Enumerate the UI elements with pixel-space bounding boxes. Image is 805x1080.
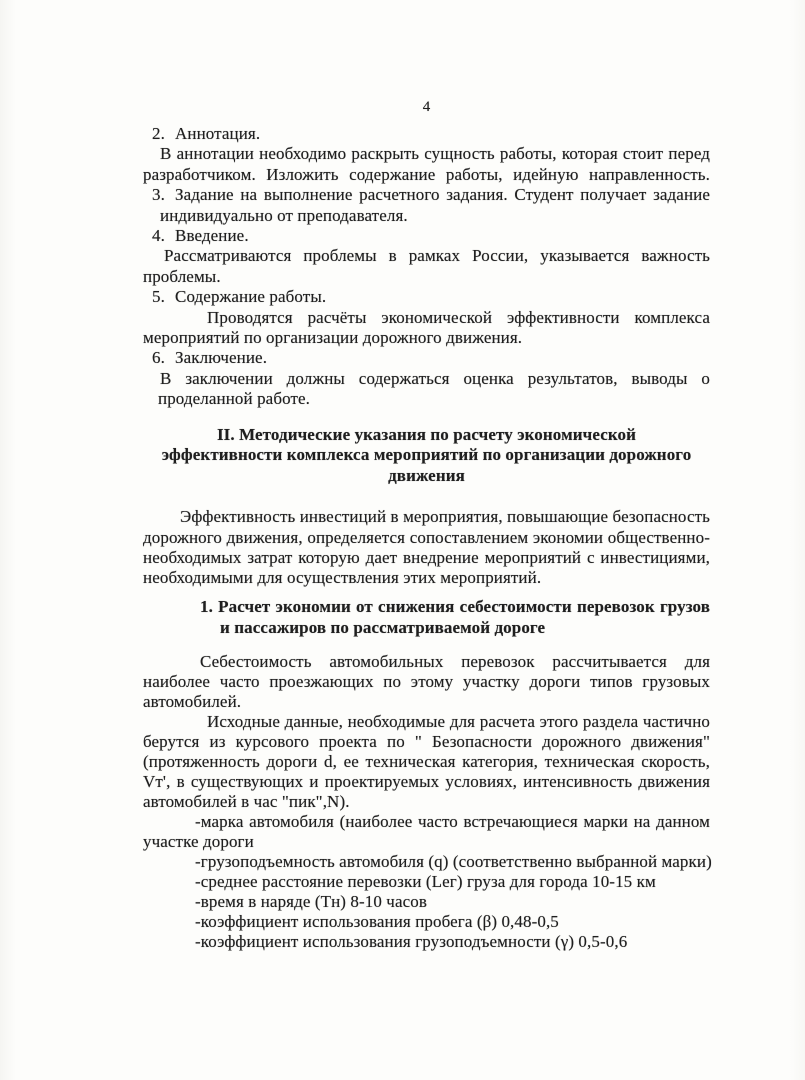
paragraph-line: Vт', в существующих и проектируемых условиях, интенсивность движения bbox=[143, 772, 710, 792]
dash-item-line: -марка автомобиля (наиболее часто встречающиеся марки на данном bbox=[195, 812, 710, 832]
list-item-text-line: Проводятся расчёты экономической эффективности комплекса bbox=[207, 307, 710, 327]
dash-item-line: -грузоподъемность автомобиля (q) (соответственно выбранной марки) bbox=[195, 852, 712, 872]
list-item-4-heading bbox=[152, 226, 710, 246]
paragraph-line: автомобилей в час "пик",N). bbox=[143, 792, 350, 812]
list-item-text-line: проблемы. bbox=[143, 266, 221, 286]
list-item-text-line: В заключении должны содержаться оценка результатов, выводы о bbox=[160, 368, 710, 388]
paragraph-line: (протяженность дороги d, ее техническая категория, техническая скорость, bbox=[143, 752, 710, 772]
list-item-number: 3. bbox=[152, 185, 165, 205]
paragraph-inputs bbox=[143, 712, 710, 812]
subsection-heading-line: и пассажиров по рассматриваемой дороге bbox=[220, 617, 546, 637]
dash-item-line: -коэффициент использования пробега (β) 0,48-0,5 bbox=[195, 912, 559, 932]
section-heading-line: движения bbox=[388, 465, 465, 485]
list-item-number: 4. bbox=[152, 226, 165, 246]
section-heading bbox=[143, 425, 710, 486]
list-item-title: Введение. bbox=[175, 226, 249, 246]
list-item-title: Задание на выполнение расчетного задания. Студент получает задание bbox=[175, 185, 710, 205]
list-item-2-heading bbox=[152, 124, 710, 144]
list-item-text-line: проделанной работе. bbox=[158, 389, 310, 409]
list-item-number: 6. bbox=[152, 348, 165, 368]
paragraph-line: берутся из курсового проекта по " Безопасности дорожного движения" bbox=[143, 732, 710, 752]
list-item-title: Аннотация. bbox=[175, 124, 261, 143]
intro-paragraph bbox=[143, 507, 710, 589]
list-item-title: Содержание работы. bbox=[175, 287, 327, 307]
list-item-number: 2. bbox=[152, 124, 165, 143]
list-item-text-line: индивидуально от преподавателя. bbox=[160, 205, 408, 225]
dash-list bbox=[143, 812, 710, 952]
list-item-3-heading bbox=[152, 185, 710, 205]
dash-item-line: -среднее расстояние перевозки (Lег) груза для города 10-15 км bbox=[195, 872, 656, 892]
outline-list bbox=[143, 124, 710, 410]
paragraph-line: Эффективность инвестиций в мероприятия, повышающие безопасность bbox=[180, 507, 710, 527]
paragraph-line: дорожного движения, определяется сопоставлением экономии общественно- bbox=[143, 527, 710, 547]
list-item-6-heading bbox=[152, 348, 710, 368]
list-item-text-line: Рассматриваются проблемы в рамках России, указывается важность bbox=[164, 246, 710, 266]
list-item-text-line: В аннотации необходимо раскрыть сущность работы, которая стоит перед bbox=[160, 144, 710, 164]
paragraph-line: автомобилей. bbox=[143, 692, 242, 712]
list-item-text-line: разработчиком. Изложить содержание работы, идейную направленность. bbox=[143, 164, 710, 184]
section-heading-line: II. Методические указания по расчету экономической bbox=[216, 425, 637, 445]
list-item-number: 5. bbox=[152, 287, 165, 307]
section-heading-line: эффективности комплекса мероприятий по организации дорожного bbox=[161, 445, 692, 465]
paragraph-line: Себестоимость автомобильных перевозок рассчитывается для bbox=[200, 652, 710, 672]
page-number: 4 bbox=[422, 99, 431, 115]
list-item-5-heading bbox=[152, 287, 710, 307]
dash-item-line: -коэффициент использования грузоподъемности (γ) 0,5-0,6 bbox=[195, 932, 628, 952]
page-content bbox=[143, 97, 710, 952]
paragraph-line: необходимых затрат которую дает внедрение мероприятий с инвестициями, bbox=[143, 547, 710, 567]
paragraph-line: Исходные данные, необходимые для расчета этого раздела частично bbox=[207, 712, 710, 732]
dash-item-line: участке дороги bbox=[143, 832, 254, 852]
paragraph-line: необходимыми для осуществления этих мероприятий. bbox=[143, 568, 542, 588]
paragraph-line: наиболее часто проезжающих по этому участку дороги типов грузовых bbox=[143, 672, 710, 692]
subsection-heading bbox=[143, 597, 710, 638]
dash-item-line: -время в наряде (Тн) 8-10 часов bbox=[195, 892, 427, 912]
list-item-text-line: мероприятий по организации дорожного движения. bbox=[143, 328, 523, 348]
subsection-heading-line: 1. Расчет экономии от снижения себестоимости перевозок грузов bbox=[200, 597, 710, 617]
list-item-title: Заключение. bbox=[175, 348, 268, 368]
paragraph-cost bbox=[143, 652, 710, 712]
